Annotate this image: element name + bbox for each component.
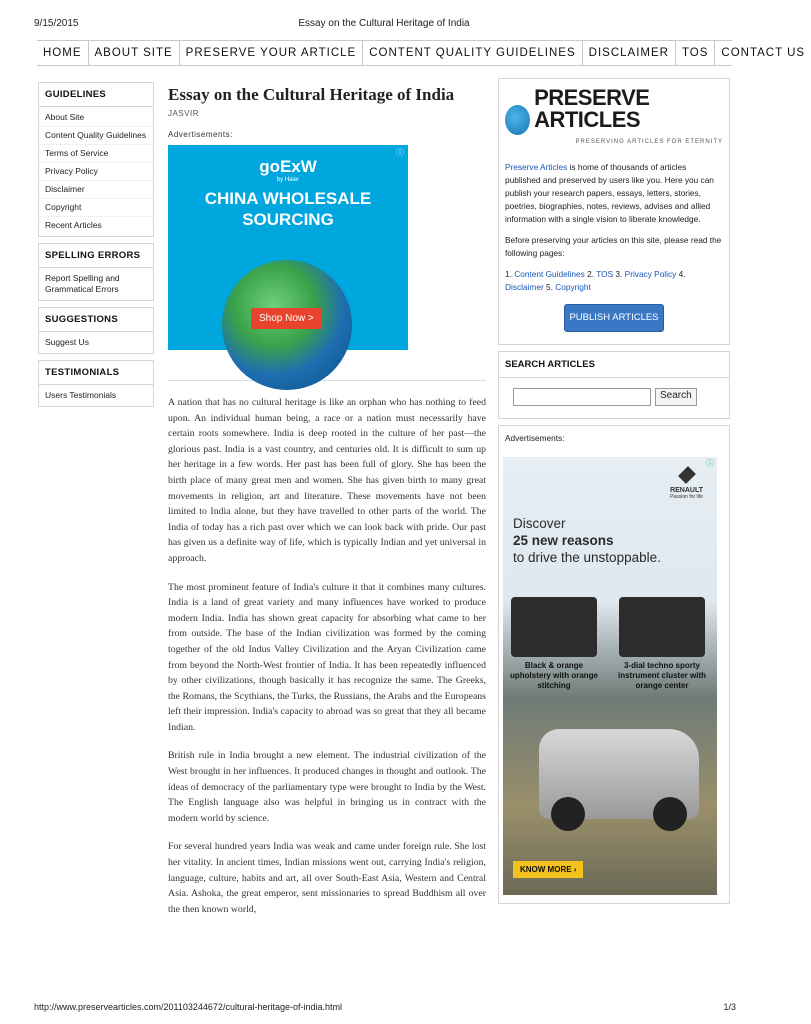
about-box [498, 78, 730, 345]
globe-logo-icon [505, 105, 530, 135]
paragraph: The most prominent feature of India's culture it that it combines many cultures. India is a land of great variety and many influences have worked to produce modern India. India has shown great capacity for absorbing what came to her from outside. The base of the Indian civilization was formed by the coming together of the old Indus Valley Civilization and the Aryan Civilization came from beyond the North-West frontier of India. It has been repeatedly influenced by other civilizations, though basically it has recognize the same. The Greeks, the Romans, the Scythians, the Turks, the Russians, the Arabs and the Europeans left their impression. India's capacity to abroad was so great that they all became Indian. [168, 581, 486, 733]
renault-sub: Passion for life [670, 494, 703, 500]
before-text: Before preserving your articles on this site, please read the following pages: [505, 235, 722, 258]
renault-advertisement[interactable] [503, 457, 717, 895]
site-logo[interactable] [499, 79, 729, 155]
paragraph: For several hundred years India was weak and came under foreign rule. She lost her vitality. In ancient times, Indian missions went out, carrying India's religion, language, culture, habits and art, all over South-East Asia, Western and Central Asia. Ashoka, the great emperor, sent missionaries to spread Buddhism all over the then known world, [168, 841, 486, 915]
article-body [168, 395, 486, 917]
page-num: 1. [505, 269, 512, 279]
ad-line-3: to drive the unstoppable. [513, 550, 661, 565]
intro-text: is home of thousands of articles published and preserved by users like you. Here you can publish your research papers, essays, letters, stories, poetries, biographies, notes, reviews, advises and allied information with a single vision to liberate knowledge. [505, 162, 714, 224]
testimonials-box [38, 360, 154, 407]
renault-logo [670, 465, 703, 500]
sidebar-link-about-site[interactable]: About Site [39, 109, 153, 127]
page-num: 5. [546, 282, 553, 292]
page-links [499, 262, 729, 296]
print-title: Essay on the Cultural Heritage of India [298, 18, 470, 29]
logo-title: PRESERVE ARTICLES [534, 85, 650, 132]
search-input[interactable] [513, 388, 651, 406]
spelling-box [38, 243, 154, 301]
intro-link[interactable]: Preserve Articles [505, 162, 568, 172]
ad-label: Advertisements: [168, 130, 233, 139]
renault-diamond-icon [678, 466, 696, 484]
nav-tos[interactable]: TOS [676, 41, 715, 65]
ad-line-1: Discover [513, 516, 566, 531]
publish-articles-button[interactable]: PUBLISH ARTICLES [564, 304, 664, 332]
site-intro [499, 155, 729, 228]
advertisement-banner[interactable] [168, 145, 408, 350]
sidebar-link-recent-articles[interactable]: Recent Articles [45, 220, 102, 230]
ad-brand [168, 157, 408, 183]
link-copyright[interactable]: Copyright [555, 282, 591, 292]
guidelines-box [38, 82, 154, 237]
nav-about-site[interactable]: ABOUT SITE [89, 41, 180, 65]
instrument-cluster-image [619, 597, 705, 657]
sidebar-link-privacy[interactable]: Privacy Policy [39, 163, 153, 181]
ad-line-2: 25 new reasons [513, 533, 614, 548]
ad-info-icon[interactable]: ⓘ [706, 459, 714, 468]
link-disclaimer[interactable]: Disclaimer [505, 282, 544, 292]
ad-info-icon[interactable]: ⓘ [396, 148, 404, 157]
article [168, 82, 486, 930]
ad-brand-name: goExW [259, 157, 317, 176]
ad-brand-sub: by Haier [276, 177, 300, 183]
article-author[interactable]: JASVIR [168, 109, 200, 118]
nav-disclaimer[interactable]: DISCLAIMER [583, 41, 676, 65]
renault-brand: RENAULT [670, 487, 703, 494]
print-header [0, 0, 768, 40]
car-wheel [551, 797, 585, 831]
page-num: 2. [587, 269, 595, 279]
search-heading: SEARCH ARTICLES [499, 352, 729, 378]
sidebar-link-report-spelling[interactable]: Report Spelling and Grammatical Errors [45, 273, 120, 294]
search-box [498, 351, 730, 419]
sidebar-link-disclaimer[interactable]: Disclaimer [39, 181, 153, 199]
shop-now-button[interactable]: Shop Now > [251, 308, 322, 329]
sidebar-link-content-quality[interactable]: Content Quality Guidelines [39, 127, 153, 145]
divider [168, 380, 486, 381]
right-ad-label: Advertisements: [505, 433, 565, 443]
article-title: Essay on the Cultural Heritage of India [168, 85, 455, 104]
search-button[interactable]: Search [655, 388, 697, 406]
paragraph: A nation that has no cultural heritage is like an orphan who has nothing to feed upon. An individual human being, a race or a nation must necessarily have certain roots somewhere. India is deep rooted in the culture of her past—the glorious past. India is a vast country, and centuries old. It is difficult to sum up her heritage in a few words. Her past has been full of glory. She has been the birth place of many great men and women. She has given birth to many great movements in religion, art and literature. These movements have not been limited to India alone, but they have travelled to other parts of the world. The India of today has a rich past over which we can look back with pride. Our past has given us a definite way of life, which is typically Indian and yet universal in approach. [168, 397, 486, 564]
nav-preserve-your-article[interactable]: PRESERVE YOUR ARTICLE [180, 41, 364, 65]
caption-upholstery: Black & orange upholstery with orange stitching [509, 661, 598, 690]
link-tos[interactable]: TOS [596, 269, 614, 279]
link-content-guidelines[interactable]: Content Guidelines [514, 269, 585, 279]
right-sidebar [498, 78, 730, 910]
sidebar-link-users-testimonials[interactable]: Users Testimonials [45, 390, 117, 400]
ad-headline: CHINA WHOLESALE SOURCING [204, 189, 372, 229]
print-page-number: 1/3 [723, 1002, 736, 1012]
guidelines-heading: GUIDELINES [39, 83, 153, 107]
page-num: 3. [615, 269, 623, 279]
print-footer [0, 994, 768, 1024]
top-nav [37, 40, 806, 66]
print-date: 9/15/2015 [34, 18, 79, 29]
know-more-button[interactable]: KNOW MORE › [513, 861, 583, 878]
paragraph: British rule in India brought a new element. The industrial civilization of the West brought in her influences. It produced changes in thought and outlook. The ideas of democracy of the parliamentary type were brought to India by the West. The English language also was helpful in bringing us in contract with the modern world by science. [168, 750, 486, 824]
caption-cluster: 3-dial techno sporty instrument cluster with orange center [617, 661, 706, 690]
sidebar-link-suggest-us[interactable]: Suggest Us [45, 337, 89, 347]
sidebar-link-terms[interactable]: Terms of Service [39, 145, 153, 163]
right-ad-box [498, 425, 730, 904]
left-sidebar [38, 82, 154, 413]
spelling-heading: SPELLING ERRORS [39, 244, 153, 268]
upholstery-image [511, 597, 597, 657]
nav-content-quality-guidelines[interactable]: CONTENT QUALITY GUIDELINES [363, 41, 582, 65]
car-wheel [653, 797, 687, 831]
nav-contact-us[interactable]: CONTACT US [721, 47, 806, 59]
sidebar-link-copyright[interactable]: Copyright [39, 199, 153, 217]
print-url: http://www.preservearticles.com/201103244672/cultural-heritage-of-india.html [34, 1002, 342, 1012]
testimonials-heading: TESTIMONIALS [39, 361, 153, 385]
nav-home[interactable]: HOME [37, 41, 89, 65]
link-privacy-policy[interactable]: Privacy Policy [624, 269, 677, 279]
suggestions-box [38, 307, 154, 354]
page-num: 4. [678, 269, 686, 279]
suggestions-heading: SUGGESTIONS [39, 308, 153, 332]
ad-headline [513, 515, 661, 566]
logo-tagline: PRESERVING ARTICLES FOR ETERNITY [575, 139, 723, 145]
